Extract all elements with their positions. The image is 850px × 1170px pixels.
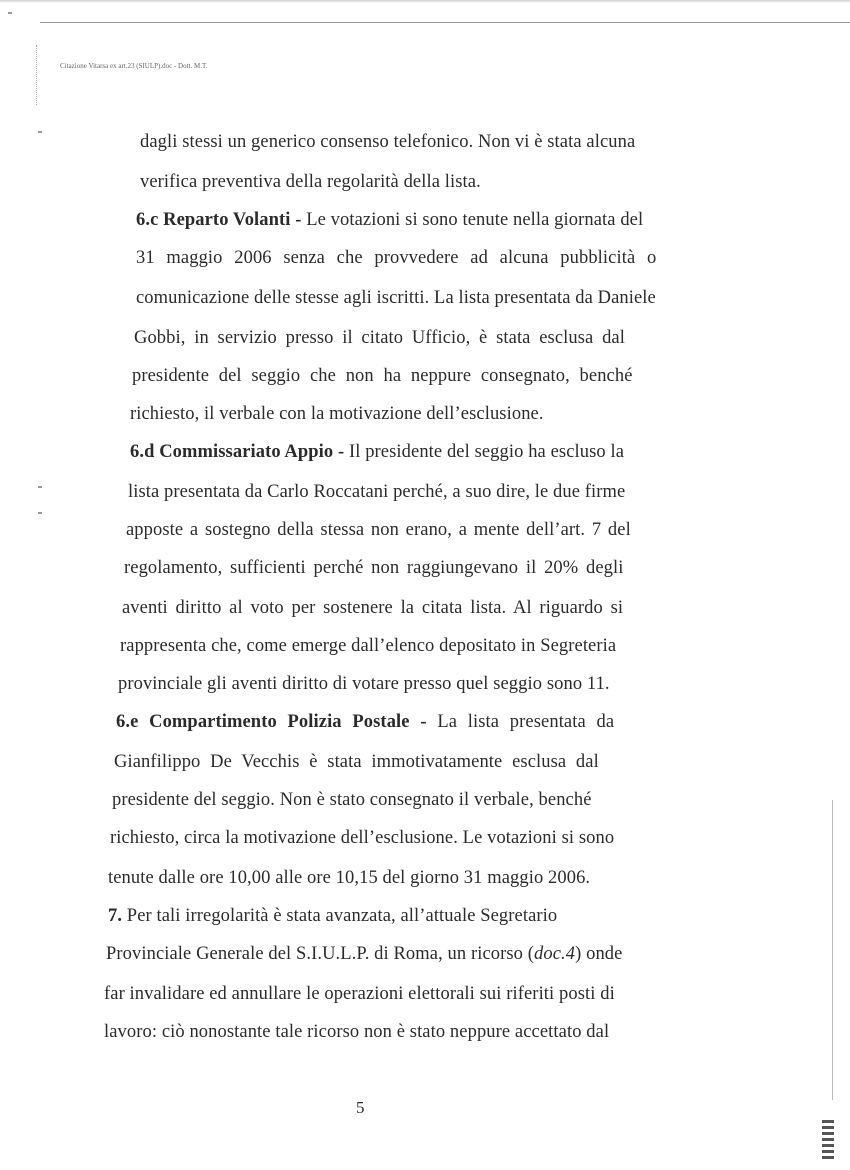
line-text: lista presentata da Carlo Roccatani perché, a suo dire, le due firme	[128, 482, 626, 502]
section-heading-6d: 6.d Commissariato Appio -	[130, 442, 345, 462]
text-line	[110, 826, 614, 850]
page-number: 5	[356, 1098, 365, 1117]
section-6c-line	[136, 208, 643, 232]
line-text: apposte a sostegno della stessa non erano, a mente dell’art. 7 del	[126, 520, 631, 540]
line-text: comunicazione delle stesse agli iscritti. La lista presentata da Daniele	[136, 288, 656, 308]
scan-edge	[0, 0, 850, 3]
scan-edge-right	[832, 800, 833, 1100]
text-line	[136, 246, 656, 270]
line-text: ) onde	[575, 944, 623, 964]
line-text: verifica preventiva della regolarità della lista.	[140, 172, 481, 192]
text-line	[134, 326, 625, 350]
text-line	[128, 480, 625, 504]
doc-reference: doc.4	[534, 944, 576, 964]
section-heading-6e: 6.e Compartimento Polizia Postale -	[116, 712, 427, 732]
line-text: presidente del seggio che non ha neppure consegnato, benché	[132, 366, 633, 386]
line-text: Le votazioni si sono tenute nella giornata del	[301, 210, 644, 230]
line-text: dagli stessi un generico consenso telefonico. Non vi è stata alcuna	[140, 132, 636, 152]
line-text: Provinciale Generale del S.I.U.L.P. di Roma, un ricorso (	[106, 944, 535, 964]
text-line	[104, 1020, 609, 1044]
section-6e-line	[116, 710, 614, 734]
text-line	[108, 866, 590, 890]
margin-mark	[38, 131, 42, 133]
section-6d-line	[130, 440, 624, 464]
text-line	[118, 672, 610, 696]
line-text: richiesto, circa la motivazione dell’esclusione. Le votazioni si sono	[110, 828, 615, 848]
section-7-line	[108, 904, 557, 928]
section-heading-7: 7.	[108, 906, 123, 926]
line-text: Gobbi, in servizio presso il citato Ufficio, è stata esclusa dal	[134, 328, 625, 348]
text-line	[106, 942, 622, 966]
text-line	[130, 402, 544, 426]
text-line	[114, 750, 599, 774]
text-line	[120, 634, 616, 658]
line-text: 31 maggio 2006 senza che provvedere ad alcuna pubblicità o	[136, 248, 657, 268]
line-text: richiesto, il verbale con la motivazione dell’esclusione.	[130, 404, 544, 424]
text-line	[140, 170, 481, 194]
margin-mark	[38, 486, 42, 488]
text-line	[104, 982, 615, 1006]
text-line	[112, 788, 592, 812]
text-line	[124, 556, 624, 580]
scan-bar	[822, 1120, 834, 1160]
margin-mark	[8, 12, 12, 14]
line-text: Il presidente del seggio ha escluso la	[344, 442, 625, 462]
line-text: rappresenta che, come emerge dall’elenco depositato in Segreteria	[120, 636, 617, 656]
header-rule	[40, 22, 850, 23]
margin-dots	[36, 45, 39, 105]
text-line	[136, 286, 656, 310]
text-line	[140, 130, 635, 154]
line-text: Gianfilippo De Vecchis è stata immotivatamente esclusa dal	[114, 752, 599, 772]
line-text: presidente del seggio. Non è stato consegnato il verbale, benché	[112, 790, 592, 810]
line-text: far invalidare ed annullare le operazioni elettorali sui riferiti posti di	[104, 984, 615, 1004]
line-text: regolamento, sufficienti perché non raggiungevano il 20% degli	[124, 558, 624, 578]
section-heading-6c: 6.c Reparto Volanti -	[136, 210, 302, 230]
line-text: aventi diritto al voto per sostenere la citata lista. Al riguardo si	[122, 598, 624, 618]
margin-mark	[38, 512, 42, 514]
text-line	[122, 596, 623, 620]
line-text: lavoro: ciò nonostante tale ricorso non è stato neppure accettato dal	[104, 1022, 610, 1042]
line-text: tenute dalle ore 10,00 alle ore 10,15 del giorno 31 maggio 2006.	[108, 868, 591, 888]
line-text: La lista presentata da	[426, 712, 615, 732]
line-text: Per tali irregolarità è stata avanzata, all’attuale Segretario	[122, 906, 558, 926]
line-text: provinciale gli aventi diritto di votare presso quel seggio sono 11.	[118, 674, 610, 694]
text-line	[126, 518, 631, 542]
document-header-note: Citazione Vitarsa ex art.23 (SIULP).doc - Dott. M.T.	[60, 62, 208, 70]
text-line	[132, 364, 633, 388]
